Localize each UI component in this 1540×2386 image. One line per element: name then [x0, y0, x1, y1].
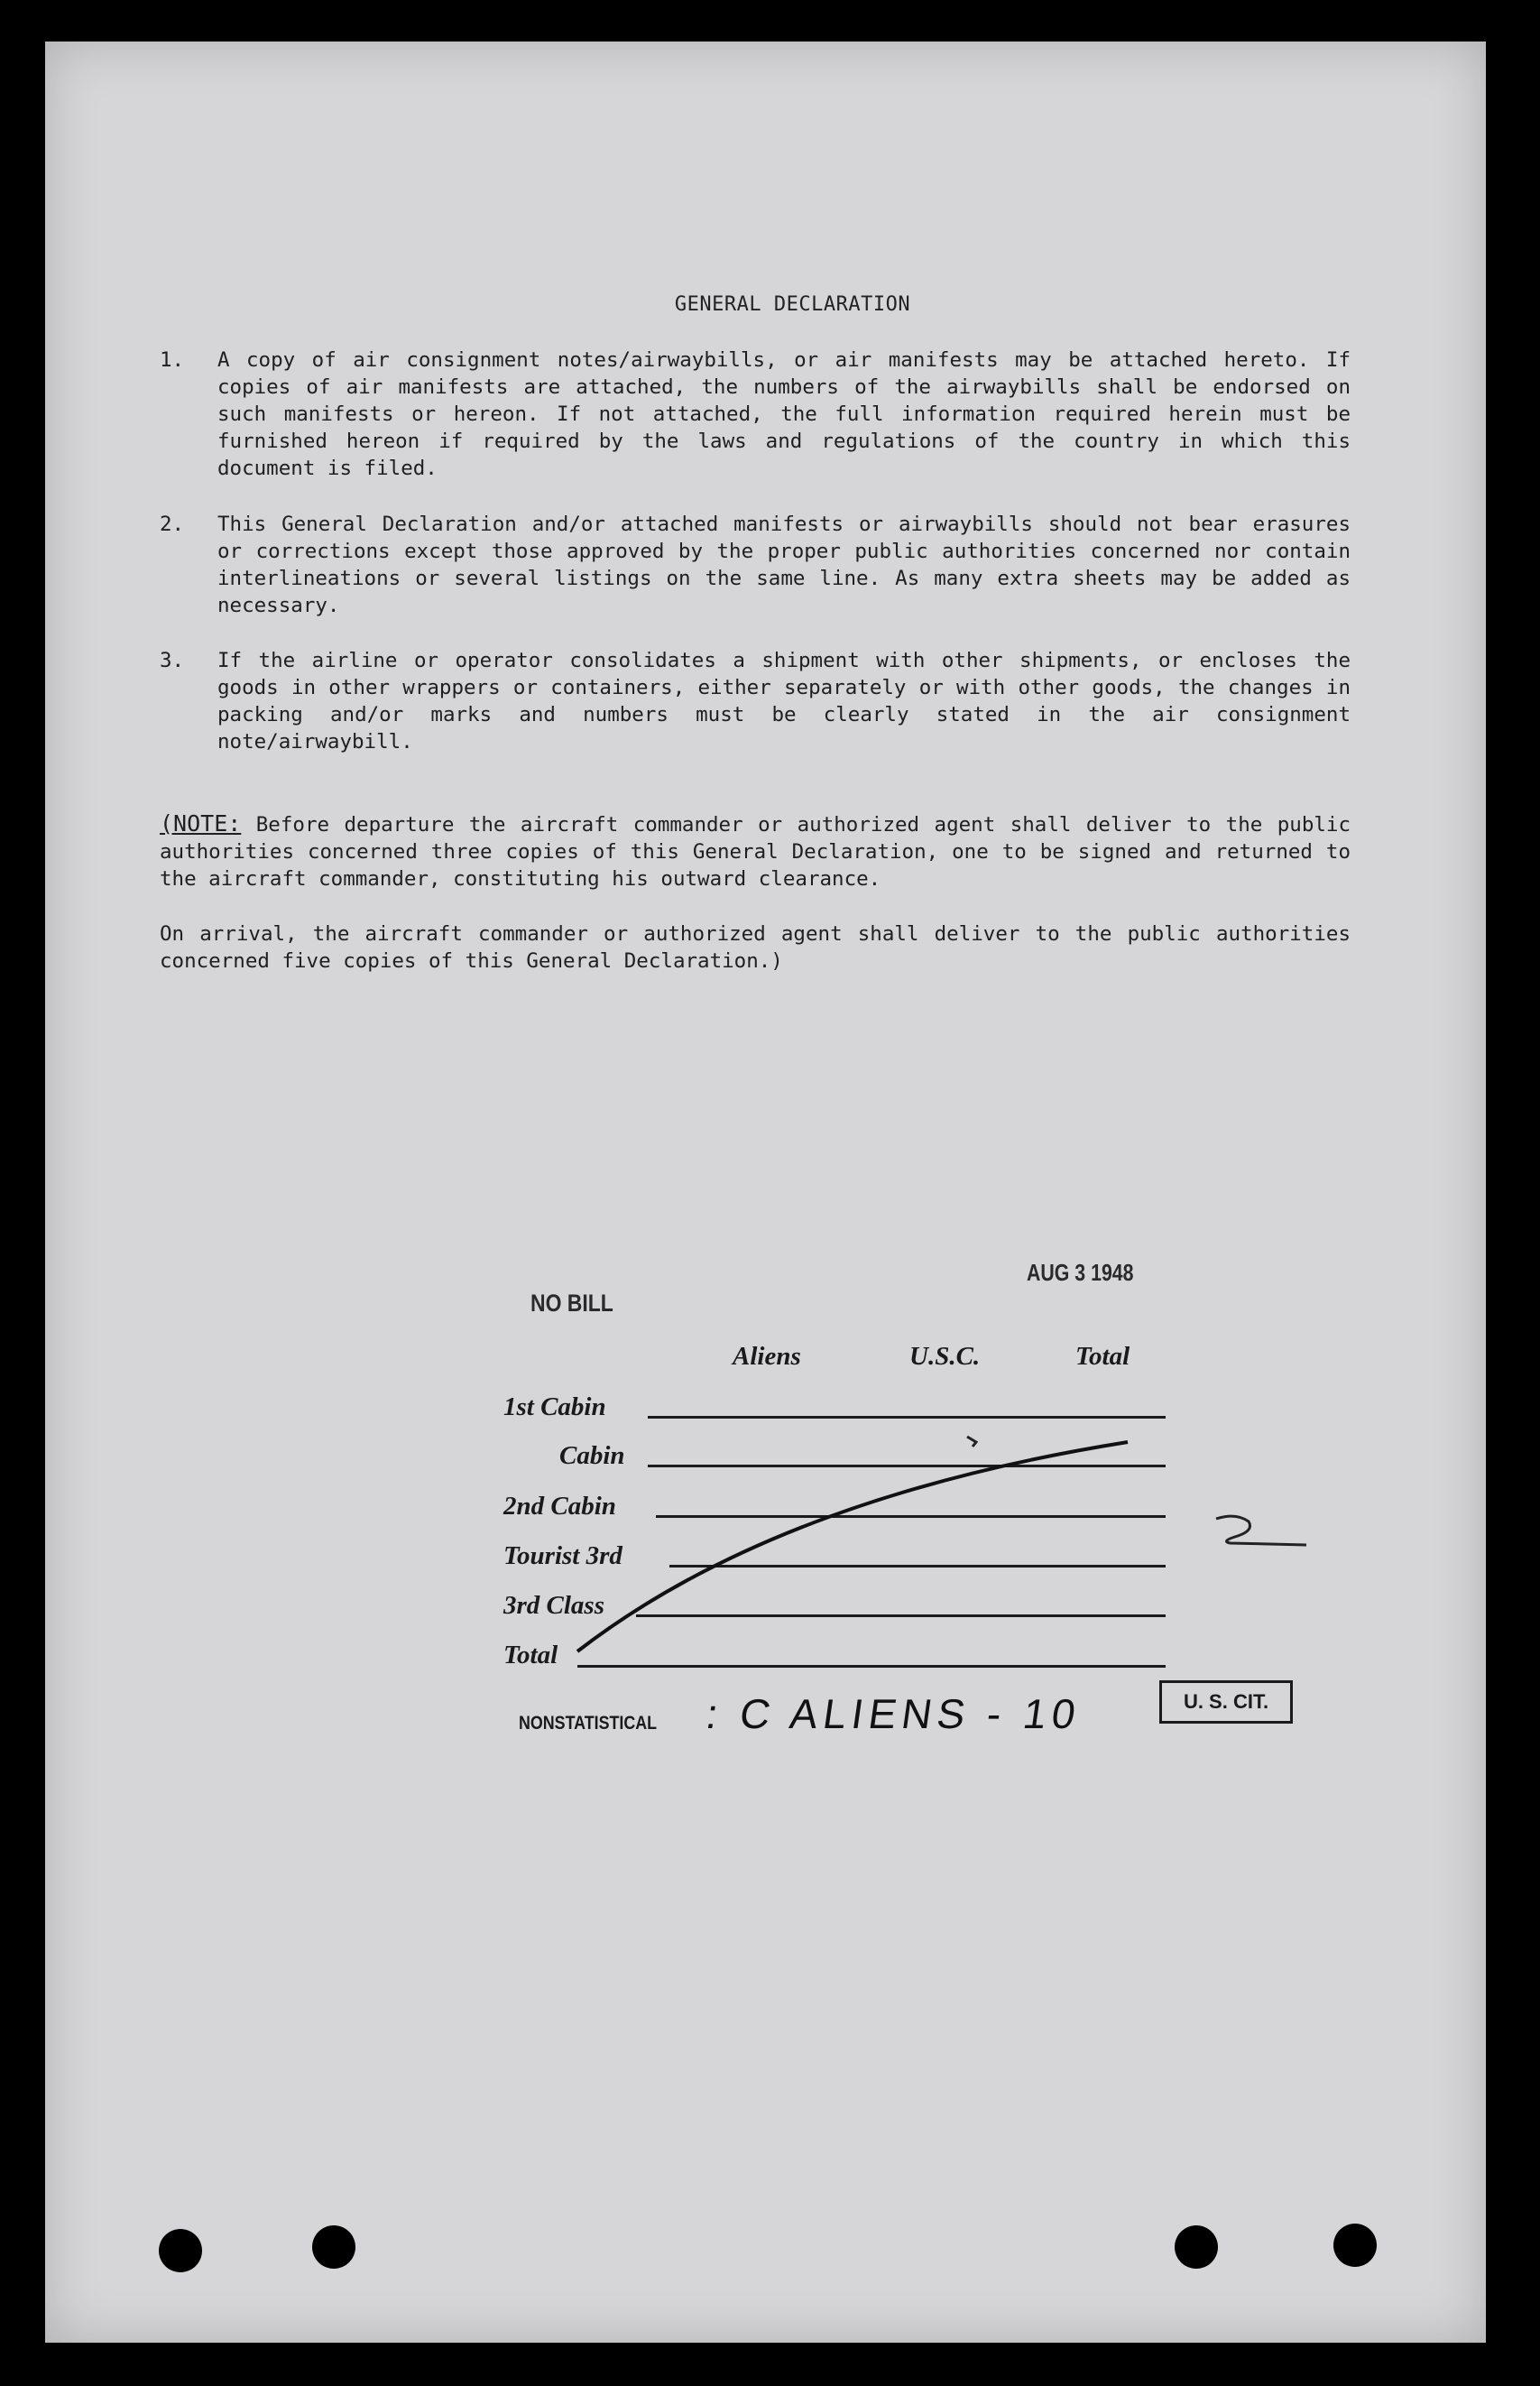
punch-hole	[312, 2225, 355, 2269]
note-text: Before departure the aircraft commander or authorized agent shall deliver to the public authorities concerned three copies of this General Declaration, one to be signed and returned to the aircraft commander, constituting his outward clearance.	[160, 813, 1351, 891]
margin-mark-two	[1216, 1516, 1306, 1545]
arrival-paragraph: On arrival, the aircraft commander or authorized agent shall deliver to the public authorities concerned five copies of this General Declaration.)	[160, 922, 1351, 973]
punch-hole	[1175, 2225, 1218, 2269]
date-stamp: AUG 3 1948	[1027, 1259, 1134, 1286]
diagonal-pen-stroke	[577, 1442, 1128, 1651]
us-citizen-stamp: U. S. CIT.	[1159, 1680, 1293, 1724]
row-label-2nd-cabin: 2nd Cabin	[503, 1492, 616, 1521]
punch-hole	[1333, 2224, 1377, 2267]
item-number: 2.	[160, 513, 185, 536]
punch-hole	[159, 2229, 202, 2272]
item-text: If the airline or operator consolidates a shipment with other shipments, or encloses the goods in other wrappers or containers, either separately or with other goods, the changes in packing and/or marks and numbers must be clearly stated in the air consignment note/airwaybill.	[217, 649, 1351, 754]
handwritten-aliens-note: : C ALIENS - 10	[703, 1690, 1084, 1737]
no-bill-stamp: NO BILL	[530, 1290, 613, 1317]
nonstatistical-stamp: NONSTATISTICAL	[519, 1713, 658, 1734]
column-header-total: Total	[1075, 1342, 1130, 1371]
column-header-usc: U.S.C.	[909, 1342, 981, 1371]
row-label-total: Total	[503, 1641, 558, 1669]
document-heading: GENERAL DECLARATION	[674, 293, 911, 316]
column-header-aliens: Aliens	[733, 1342, 801, 1371]
tick-mark	[967, 1437, 976, 1447]
row-label-1st-cabin: 1st Cabin	[503, 1392, 606, 1421]
row-label-tourist-3rd: Tourist 3rd	[503, 1541, 622, 1570]
row-label-3rd-class: 3rd Class	[503, 1591, 605, 1620]
item-number: 1.	[160, 348, 185, 372]
item-text: This General Declaration and/or attached manifests or airwaybills should not bear erasures or corrections except those approved by the proper public authorities concerned nor contain interlineations or several listings on the same line. As many extra sheets may be added as necessary.	[217, 513, 1351, 617]
item-number: 3.	[160, 649, 185, 672]
note-label: (NOTE:	[160, 810, 242, 837]
row-label-cabin: Cabin	[559, 1441, 625, 1470]
item-text: A copy of air consignment notes/airwaybills, or air manifests may be attached hereto. If copies of air manifests are attached, the numbers of the airwaybills shall be endorsed on such manifests or hereon. If not attached, the full information required herein must be furnished hereon if required by the laws and regulations of the country in which this document is filed.	[217, 348, 1351, 480]
